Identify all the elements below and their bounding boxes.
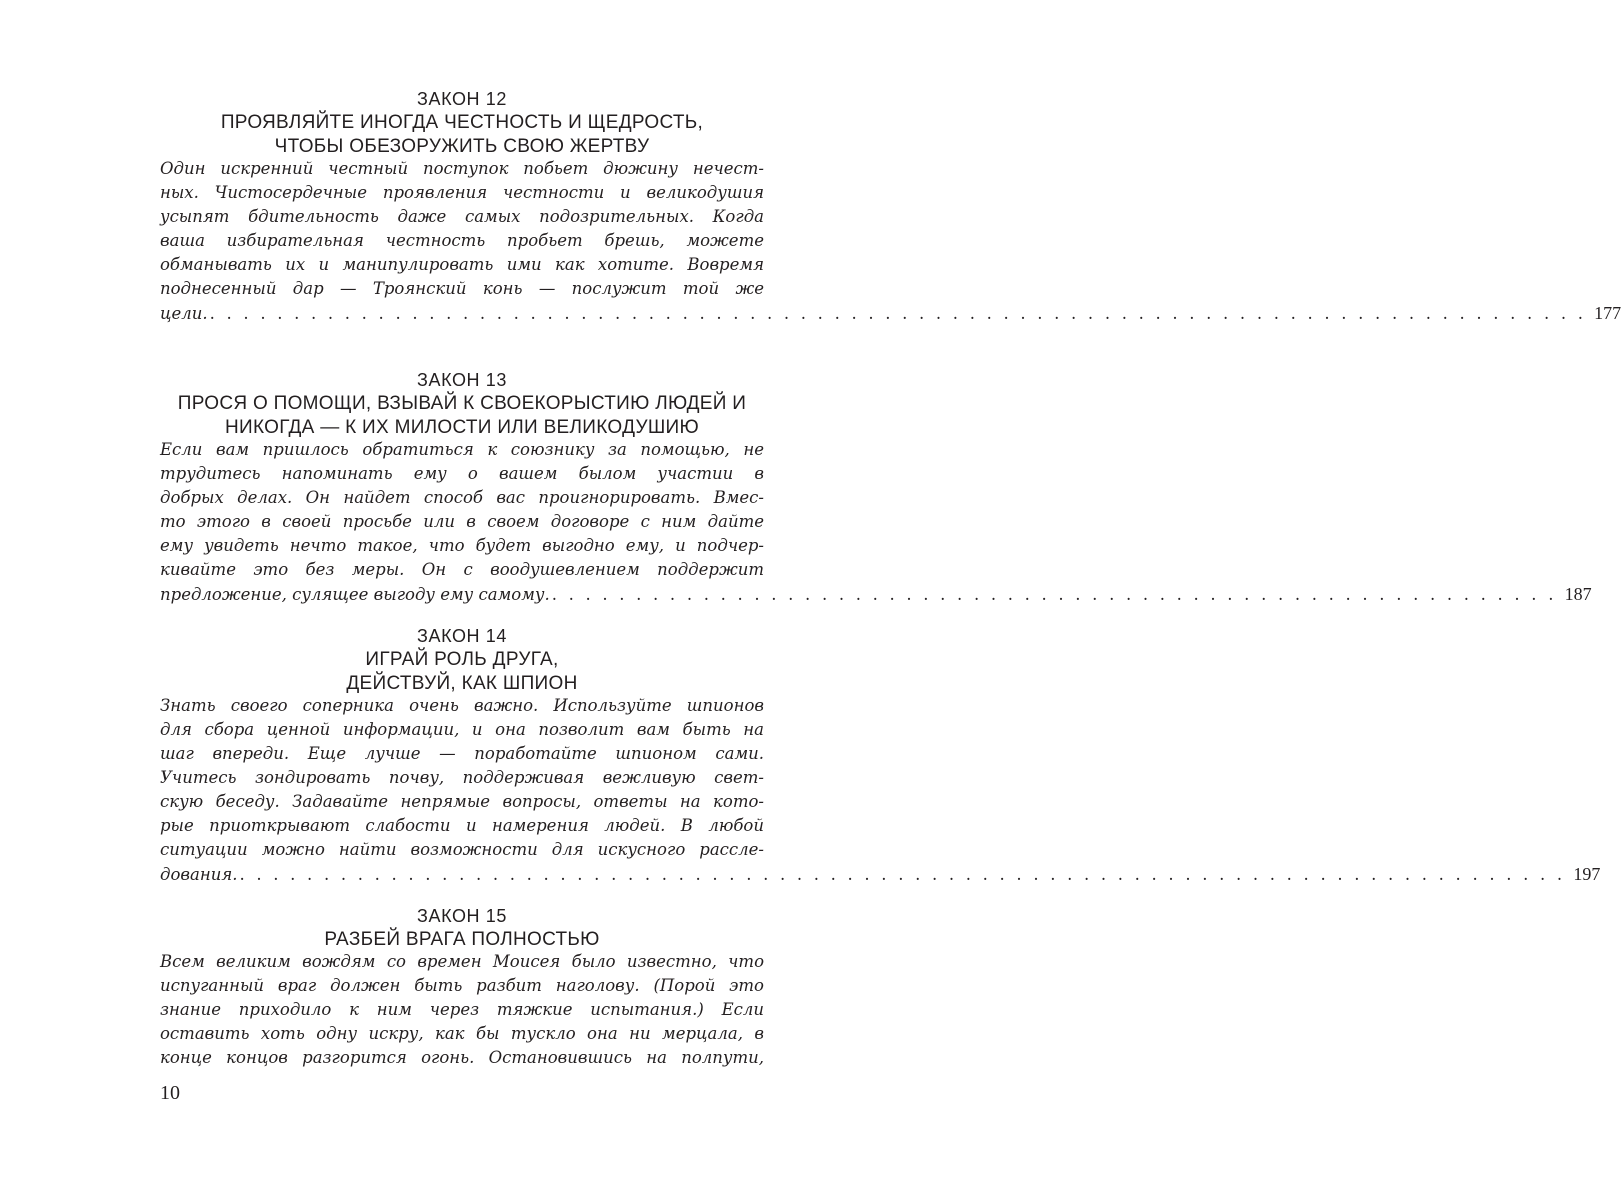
page-number: 10 <box>160 1082 180 1104</box>
law-title-line: ИГРАЙ РОЛЬ ДРУГА, <box>365 649 559 670</box>
law-description <box>160 694 1601 886</box>
law-text-line: обманывать их и манипулировать ими как хотите. Вовремя <box>160 255 764 274</box>
toc-entry-line <box>160 582 1592 606</box>
law-text-line: ных. Чистосердечные проявления честности и великодушия <box>160 183 764 202</box>
dot-leader: . . . . . . . . . . . . . . . . . . . . . . . . . . . . . . . . . . . . . . . . . . . . . . . . . . . . . . . . . . . . . . . . . . . . . . . . . . . . . . . <box>239 865 1566 884</box>
law-number: ЗАКОН 12 <box>417 89 507 109</box>
law-text-line: Всем великим вождям со времен Моисея было известно, что <box>160 952 764 971</box>
law-number: ЗАКОН 14 <box>417 626 507 646</box>
law-description <box>160 950 764 1070</box>
law-text-line: ему увидеть нечто такое, что будет выгодно ему, и подчер- <box>160 536 764 555</box>
law-text-line: Знать своего соперника очень важно. Используйте шпионов <box>160 696 764 715</box>
law-text-line: знание приходило к ним через тяжкие испытания.) Если <box>160 1000 764 1019</box>
law-text-line: поднесенный дар — Троянский конь — послужит той же <box>160 279 764 298</box>
law-text-line: дования. <box>160 865 238 884</box>
law-text-line: шаг впереди. Еще лучше — поработайте шпионом сами. <box>160 744 764 763</box>
law-text-line: ваша избирательная честность пробьет брешь, можете <box>160 231 764 250</box>
law-text-line: Учитесь зондировать почву, поддерживая вежливую свет- <box>160 768 764 787</box>
law-title-line: ЧТОБЫ ОБЕЗОРУЖИТЬ СВОЮ ЖЕРТВУ <box>274 136 650 157</box>
law-text-line: усыпят бдительность даже самых подозрительных. Когда <box>160 207 764 226</box>
law-description <box>160 438 1592 606</box>
dot-leader: . . . . . . . . . . . . . . . . . . . . . . . . . . . . . . . . . . . . . . . . . . . . . . . . . . . . . . . . . . . . <box>551 585 1557 604</box>
page-reference: 197 <box>1573 864 1601 884</box>
toc-entry-line <box>160 862 1601 886</box>
law-text-line: рые приоткрывают слабости и намерения людей. В любой <box>160 816 764 835</box>
law-text-line: оставить хоть одну искру, как бы тускло она ни мерцала, в <box>160 1024 764 1043</box>
law-text-line: Один искренний честный поступок побьет дюжину нечест- <box>160 159 764 178</box>
law-text-line: трудитесь напоминать ему о вашем былом участии в <box>160 464 764 483</box>
dot-leader: . . . . . . . . . . . . . . . . . . . . . . . . . . . . . . . . . . . . . . . . . . . . . . . . . . . . . . . . . . . . . . . . . . . . . . . . . . . . . . . . . . <box>209 304 1587 323</box>
toc-entry-line <box>160 301 1621 325</box>
law-number: ЗАКОН 15 <box>417 906 507 926</box>
law-title-line: НИКОГДА — К ИХ МИЛОСТИ ИЛИ ВЕЛИКОДУШИЮ <box>224 417 699 438</box>
law-number: ЗАКОН 13 <box>417 370 507 390</box>
law-title-line: ПРОЯВЛЯЙТЕ ИНОГДА ЧЕСТНОСТЬ И ЩЕДРОСТЬ, <box>220 112 704 133</box>
law-text-line: конце концов разгорится огонь. Остановившись на полпути, <box>160 1048 764 1067</box>
page-reference: 187 <box>1564 584 1592 604</box>
law-title <box>160 111 764 159</box>
law-title <box>160 928 764 952</box>
law-text-line: цели. <box>160 304 208 323</box>
law-title-line: РАЗБЕЙ ВРАГА ПОЛНОСТЬЮ <box>324 929 600 950</box>
law-text-line: то этого в своей просьбе или в своем договоре с ним дайте <box>160 512 764 531</box>
law-title <box>160 392 764 440</box>
law-text-line: скую беседу. Задавайте непрямые вопросы, ответы на кото- <box>160 792 764 811</box>
law-title-line: ДЕЙСТВУЙ, КАК ШПИОН <box>346 673 578 694</box>
law-text-line: кивайте это без меры. Он с воодушевлением поддержит <box>160 560 764 579</box>
law-text-line: добрых делах. Он найдет способ вас проигнорировать. Вмес- <box>160 488 764 507</box>
law-text-line: для сбора ценной информации, и она позволит вам быть на <box>160 720 764 739</box>
law-description <box>160 157 1621 325</box>
law-text-line: предложение, сулящее выгоду ему самому. <box>160 585 550 604</box>
page-reference: 177 <box>1594 303 1621 323</box>
law-title <box>160 648 764 696</box>
law-text-line: Если вам пришлось обратиться к союзнику за помощью, не <box>160 440 764 459</box>
law-text-line: испуганный враг должен быть разбит наголову. (Порой это <box>160 976 764 995</box>
law-text-line: ситуации можно найти возможности для искусного рассле- <box>160 840 764 859</box>
law-title-line: ПРОСЯ О ПОМОЩИ, ВЗЫВАЙ К СВОЕКОРЫСТИЮ ЛЮДЕЙ И <box>177 393 747 414</box>
